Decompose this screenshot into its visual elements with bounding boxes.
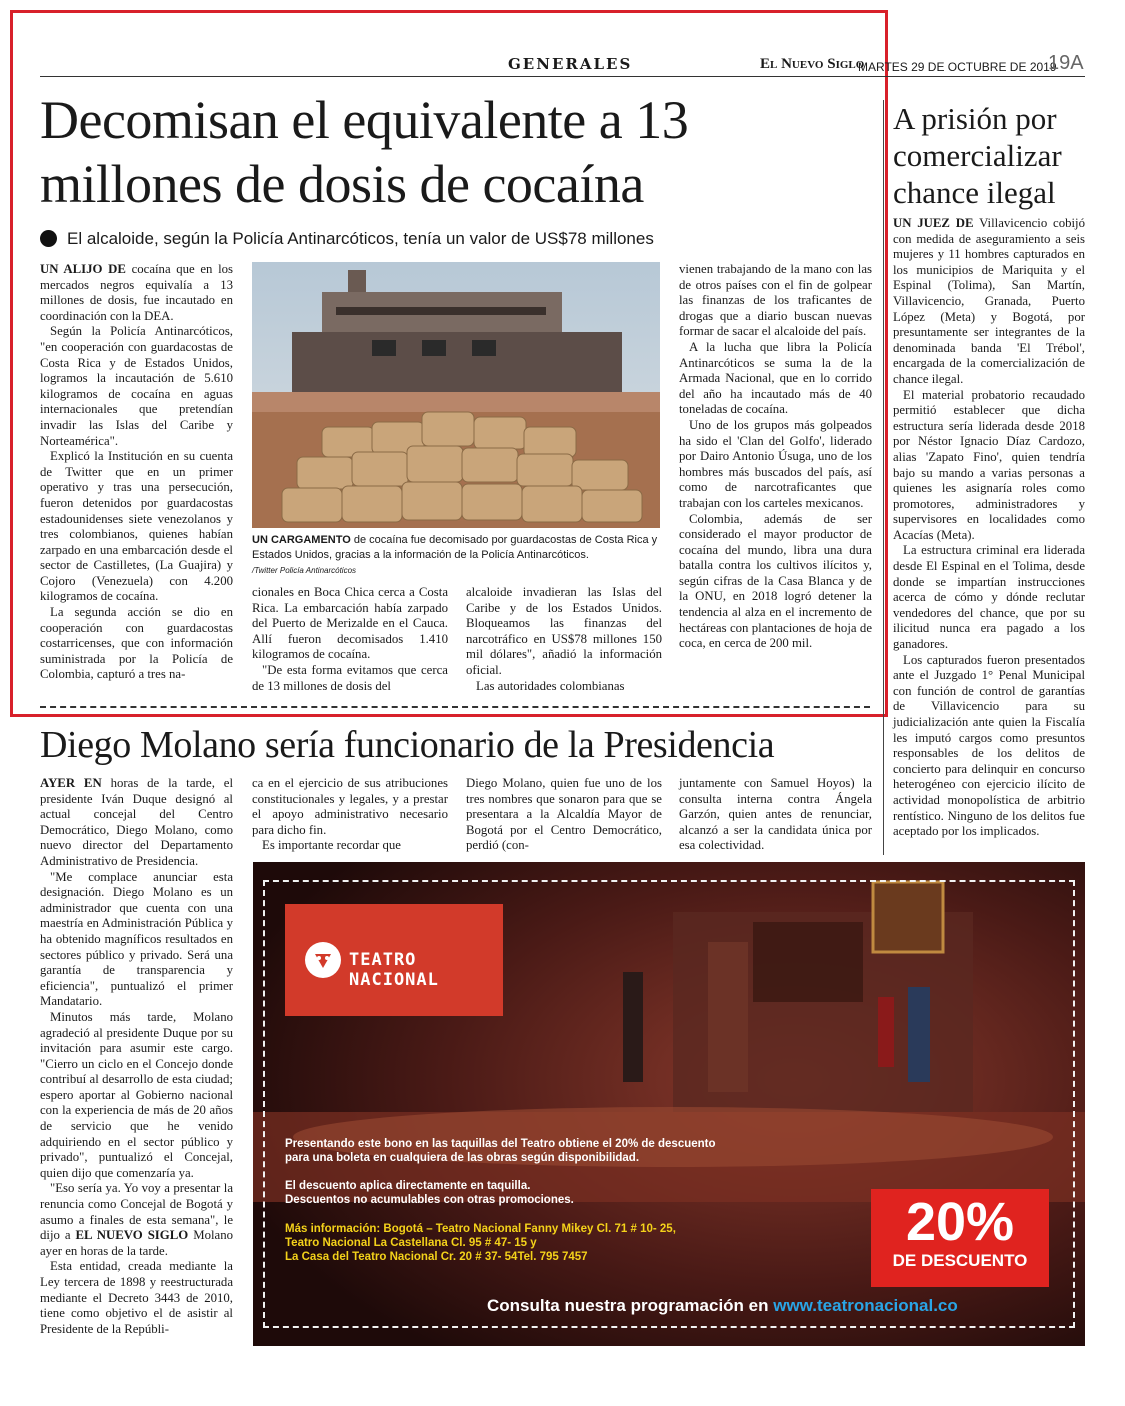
- bullet-icon: [40, 230, 57, 247]
- column-rule: [883, 100, 884, 855]
- paragraph: Las autoridades colombianas: [476, 678, 625, 693]
- ad-terms-text: El descuento aplica directamente en taquilla. Descuentos no acumulables con otras promociones.: [285, 1180, 574, 1206]
- issue-date: MARTES 29 DE OCTUBRE DE 2019: [858, 60, 1057, 74]
- second-column-2: [252, 776, 448, 854]
- paragraph: Los capturados fueron presentados ante el Juzgado 1° Penal Municipal con función de control de garantías de Villavicencio para su judicialización ante quien la Fiscalía les imputó cargos como presuntos responsables de los delitos de concierto para delinquir en concurso heterogéneo con ejercicio ilícito de actividad monopolística de arbitrio rentístico. Ninguno de los delitos fue aceptado por los implicados.: [893, 652, 1085, 839]
- paragraph: Minutos más tarde, Molano agradeció al presidente Duque por su invitación para asumir este cargo. "Cierro un ciclo en el Concejo donde contribuí al desarrollo de esta ciudad; espero aportar al Gobierno nacional con la experiencia de más de 20 años de servicio que he venido adquiriendo en el sector público y privado", puntualizó el Concejal, quien dijo que comenzaría ya.: [40, 1009, 233, 1180]
- brand-name: TEATRO NACIONAL: [349, 950, 439, 990]
- discount-badge: [871, 1189, 1049, 1287]
- paragraph: La estructura criminal era liderada desde El Espinal en el Tolima, desde donde se impartían instrucciones acerca de cómo y dónde reclutar vendedores del chance, que por su ilicitud nunca era pagado a los ganadores.: [893, 543, 1085, 652]
- page-number: 19A: [1048, 52, 1084, 74]
- ad-cta: Consulta nuestra programación en www.teatronacional.co: [487, 1296, 958, 1315]
- paragraph: "Eso sería ya. Yo voy a presentar la renuncia como Concejal de Bogotá y asumo a finales de esta semana", le dijo a EL NUEVO SIGLO Molano ayer en horas de la tarde.: [40, 1181, 233, 1258]
- main-headline: Decomisan el equivalente a 13 millones de dosis de cocaína: [40, 90, 689, 214]
- website-link[interactable]: www.teatronacional.co: [773, 1296, 958, 1315]
- photo-credit: /Twitter Policía Antinarcóticos: [252, 566, 357, 575]
- second-headline: Diego Molano sería funcionario de la Presidencia: [40, 724, 775, 766]
- paragraph: Explicó la Institución en su cuenta de Twitter que en un primer operativo y tras una persecución, fueron detenidos por guardacostas estadounidenses siete venezolanos y tres colombianos, quienes habían zarpado en una embarcación desde el sector de Castilletes, (La Guajira) y Cojoro (Venezuela) con 4.200 kilogramos de cocaína.: [40, 449, 233, 604]
- main-column-4: [679, 262, 872, 652]
- paragraph: ca en el ejercicio de sus atribuciones constitucionales y legales, y a prestar el apoyo administrativo necesario para dicho fin.: [252, 776, 448, 837]
- brand-box: [285, 904, 503, 1016]
- paragraph: juntamente con Samuel Hoyos) la consulta interna contra Ángela Garzón, quien antes de renunciar, alcanzó a ser la candidata única por esa colectividad.: [679, 776, 872, 853]
- paragraph: Es importante recordar que: [262, 838, 401, 853]
- second-column-4: [679, 776, 872, 854]
- newspaper-name: El Nuevo Siglo: [760, 56, 865, 72]
- side-kicker: UN JUEZ DE: [893, 216, 974, 230]
- cocaine-seizure-photo: [252, 262, 660, 528]
- paragraph: vienen trabajando de la mano con las de otros países con el fin de golpear las finanzas de los traficantes de drogas que a diario buscan nuevas formar de sacar el alcaloide del país.: [679, 262, 872, 339]
- paragraph: Colombia, además de ser considerado el mayor productor de cocaína del mundo, libra una dura batalla contra los cultivos ilícitos y, según cifras de la Casa Blanca y de la ONU, en 2018 logró detener la tendencia al alza en el incremento de hectáreas con plantaciones de hoja de coca, en cerca de 200 mil.: [679, 511, 872, 651]
- teatro-nacional-ad: [253, 862, 1085, 1346]
- ship-deck-illustration: [252, 262, 660, 528]
- ad-offer-text: Presentando este bono en las taquillas del Teatro obtiene el 20% de descuento para una boleta en cualquiera de las obras según disponibilidad.: [285, 1138, 716, 1164]
- main-kicker: UN ALIJO DE: [40, 262, 126, 276]
- second-column-1: AYER EN horas de la tarde, el presidente Iván Duque designó al actual concejal del Centro Democrático, Diego Molano, como nuevo director del Departamento Administrativo de Presidencia. "Me complace anunciar esta designación. Diego Molano es un administrador que cuenta con una maestría en Administración Pública y ha obtenido magníficos resultados en sectores público y privado. Será una garantía de transparencia y eficiencia", puntualizó el primer Mandatario. Minutos más tarde, Molano agradeció al presidente Duque por su invitación para asumir este cargo. "Cierro un ciclo en el Concejo donde contribuí al desarrollo de esta ciudad; espero aportar al Gobierno nacional con la experiencia de más de 20 años de servicio que he venido adquiriendo en el sector público y privado", puntualizó el Concejal, quien dijo que comenzaría ya. "Eso sería ya. Yo voy a presentar la renuncia como Concejal de Bogotá y asumo a finales de esta semana", le dijo a EL NUEVO SIGLO Molano ayer en horas de la tarde. Esta entidad, creada mediante la Ley tercera de 1898 y reestructurada mediante el Decreto 3443 de 2010, tiene como objetivo el de asistir al Presidente de la Repúbli-: [40, 776, 234, 1336]
- paragraph: Según la Policía Antinarcóticos, "en cooperación con guardacostas de Costa Rica y de Estados Unidos, logramos la incautación de 5.610 kilogramos de cocaína en aguas internacionales que pretendían invadir las Islas del Caribe y Norteamérica".: [40, 324, 233, 448]
- main-column-2: [252, 585, 448, 694]
- main-column-3: [466, 585, 662, 694]
- header-rule: [40, 76, 1085, 77]
- paragraph: La segunda acción se dio en cooperación con guardacostas costarricenses, que con información suministrada por la Policía de Colombia, capturó a tres na-: [40, 605, 233, 682]
- main-subhead: El alcaloide, según la Policía Antinarcóticos, tenía un valor de US$78 millones: [40, 229, 654, 249]
- paragraph: El material probatorio recaudado permitió establecer que dicha estructura sería liderada desde 2018 por Néstor Ignacio Díaz Cardozo, alias 'Zapato Fino', quien tendría bajo su mando a varias personas a quienes les asignaría roles como promotores, administradores y supervisores en localidades como Acacías (Meta).: [893, 387, 1085, 542]
- section-title: GENERALES: [508, 55, 633, 73]
- second-column-3: [466, 776, 662, 854]
- discount-label: DE DESCUENTO: [892, 1251, 1028, 1270]
- article-separator: [40, 706, 870, 708]
- side-headline: A prisión por comercializar chance ilegal: [893, 101, 1062, 210]
- paragraph: "Me complace anunciar esta designación. Diego Molano es un administrador que cuenta con una maestría en Administración Pública y ha obtenido magníficos resultados en sectores público y privado. Será una garantía de transparencia y eficiencia", puntualizó el primer Mandatario.: [40, 869, 233, 1009]
- theater-logo-icon: [305, 942, 341, 978]
- paragraph: Uno de los grupos más golpeados ha sido el 'Clan del Golfo', liderado por Dairo Antonio Úsuga, uno de los hombres más buscados del país, así como de narcotraficantes que trabajan con los carteles mexicanos.: [679, 417, 872, 510]
- ad-info-text: Más información: Bogotá – Teatro Nacional Fanny Mikey Cl. 71 # 10- 25, Teatro Nacional La Castellana Cl. 95 # 47- 15 y La Casa del Teatro Nacional Cr. 20 # 37- 54Tel. 795 7457: [285, 1223, 676, 1263]
- paragraph: "De esta forma evitamos que cerca de 13 millones de dosis del: [252, 662, 448, 693]
- photo-caption: UN CARGAMENTO de cocaína fue decomisado por guardacostas de Costa Rica y Estados Unidos, gracias a la información de la Policía Antinarcóticos.: [252, 534, 658, 561]
- paragraph: cionales en Boca Chica cerca a Costa Rica. La embarcación había zarpado del Puerto de Merizalde en el Cauca. Allí fueron decomisados 1.410 kilogramos de cocaína.: [252, 585, 448, 662]
- side-column: UN JUEZ DE Villavicencio cobijó con medida de aseguramiento a seis mujeres y 11 hombres capturados en los municipios de Mariquita y el Espinal (Tolima), San Martín, Villavicencio, Granada, Puerto López (Meta) y Bogotá, por presuntamente ser integrantes de la denominada banda 'El Trébol', encargada de la comercialización de chance ilegal. El material probatorio recaudado permitió establecer que dicha estructura sería liderada desde 2018 por Néstor Ignacio Díaz Cardozo, alias 'Zapato Fino', quien tendría bajo su mando a varias personas a quienes les asignaría roles como promotores, administradores y supervisores en localidades como Acacías (Meta). La estructura criminal era liderada desde El Espinal en el Tolima, desde donde se impartían instrucciones acerca de cómo y dónde reclutar vendedores del chance, que por su ilicitud nunca era pagado a los ganadores. Los capturados fueron presentados ante el Juzgado 1° Penal Municipal con función de control de garantías de Villavicencio para su judicialización ante quien la Fiscalía les imputó cargos como presuntos responsables de los delitos de concierto para delinquir en concurso heterogéneo con ejercicio ilícito de actividad monopolística de arbitrio rentístico. Ninguno de los delitos fue aceptado por los implicados.: [893, 216, 1086, 839]
- paragraph: A la lucha que libra la Policía Antinarcóticos se suma la de la Armada Nacional, que en lo corrido del año ha incautado más de 40 toneladas de cocaína.: [679, 339, 872, 417]
- main-column-1: UN ALIJO DE cocaína que en los mercados negros equivalía a 13 millones de dosis, fue incautado en coordinación con la DEA. Según la Policía Antinarcóticos, "en cooperación con guardacostas de Costa Rica y de Estados Unidos, logramos la incautación de 5.610 kilogramos de cocaína en aguas internacionales que pretendían invadir las Islas del Caribe y Norteamérica". Explicó la Institución en su cuenta de Twitter que en un primer operativo y tras una persecución, fueron detenidos por guardacostas estadounidenses siete venezolanos y tres colombianos, quienes habían zarpado en una embarcación desde el sector de Castilletes, (La Guajira) y Cojoro (Venezuela) con 4.200 kilogramos de cocaína. La segunda acción se dio en cooperación con guardacostas costarricenses, que con información suministrada por la Policía de Colombia, capturó a tres na-: [40, 262, 234, 682]
- paragraph: Diego Molano, quien fue uno de los tres nombres que sonaron para que se presentara a la Alcaldía Mayor de Bogotá por el Centro Democrático, perdió (con-: [466, 776, 662, 853]
- paragraph: alcaloide invadieran las Islas del Caribe y de los Estados Unidos. Bloqueamos las finanzas del narcotráfico en US$78 millones 150 mil dólares", añadió la información oficial.: [466, 585, 662, 677]
- paragraph: Esta entidad, creada mediante la Ley tercera de 1898 y reestructurada mediante el Decreto 3443 de 2010, tiene como objetivo el de asistir al Presidente de la Repúbli-: [40, 1259, 233, 1336]
- second-kicker: AYER EN: [40, 776, 102, 790]
- discount-value: 20%: [905, 1192, 1015, 1252]
